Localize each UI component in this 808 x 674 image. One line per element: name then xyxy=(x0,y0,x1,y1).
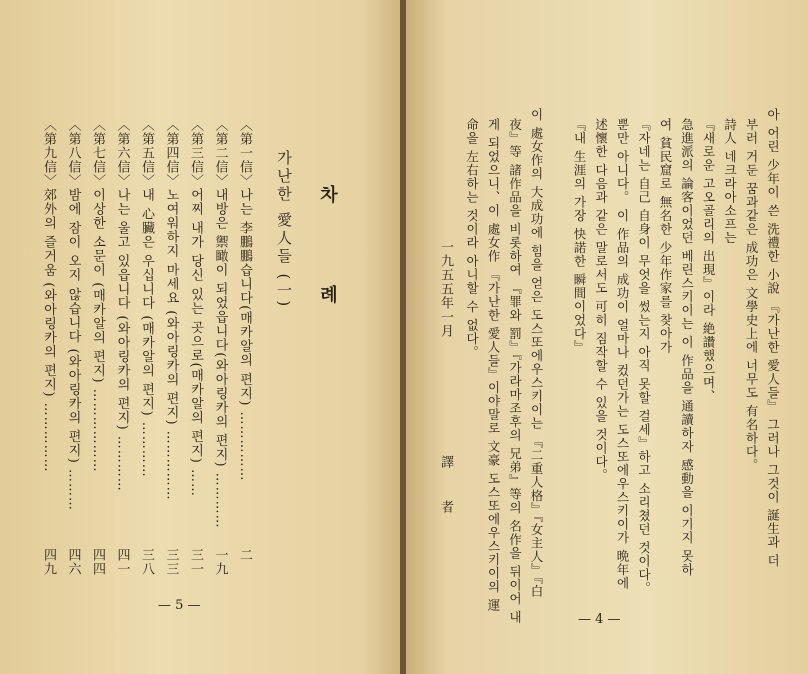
preface-line: 부러 거둔 꿈과같은 成功은 文學史上에 너무도 有名하다。 xyxy=(744,118,759,472)
contents-entry-title: 내 心臟은 우십니다 (매카알의 편지) ………… xyxy=(139,188,154,478)
contents-entry-label: 〈第一信〉 xyxy=(237,118,252,188)
contents-entry-page: 二 xyxy=(237,548,252,562)
contents-entry-title: 노여워하지 마세요 (와아링카의 편지) …………… xyxy=(163,188,179,501)
contents-entry-page: 四六 xyxy=(65,548,81,576)
contents-entry-title: 郊外의 즐거움 (와아링카의 편지) …………… xyxy=(41,188,56,473)
book-title: 가난한 愛人들 (一) xyxy=(275,150,293,310)
contents-entry-page: 三三 xyxy=(163,548,179,576)
preface-line: 이 處女作의 大成功에 힘을 얻은 도스또에우스키이는 『二重人格』『女主人』『白 xyxy=(529,108,544,598)
contents-entry-title: 내방은 禦瞰이 되었읍니다(와아링카의 편지) ………… xyxy=(212,188,228,529)
contents-entry-label: 〈第五信〉 xyxy=(139,118,154,188)
preface-line: 게 되었으니、이 處女作 『가난한 愛人들』이야말로 文豪 도스또에우스키이의 運 xyxy=(486,118,501,612)
contents-heading: 차 례 xyxy=(317,185,338,342)
contents-entry-label: 〈第四信〉 xyxy=(163,118,179,188)
contents-entry-page: 四一 xyxy=(114,548,130,576)
contents-entry-title: 이상한 소문이 (매카알의 편지) ……………… xyxy=(90,188,105,473)
contents-entry-title: 어찌 내가 당신 있는 곳으로(매카알의 편지) …… xyxy=(188,188,203,497)
preface-line: 아 어린 少年이 쓴 洗禮한 小說 『가난한 愛人들』 그러나 그것이 誕生과 더 xyxy=(765,108,781,568)
contents-entry-label: 〈第七信〉 xyxy=(90,118,105,188)
preface-line: 命을 左右하는 것이라 아니할 수 없다。 xyxy=(464,118,480,359)
preface-page xyxy=(406,0,808,674)
preface-line: 述懷한 다음과 같은 말로서도 可히 짐작할 수 있을 것이다。 xyxy=(593,118,609,482)
contents-entry-label: 〈第八信〉 xyxy=(65,118,81,188)
contents-entry-title: 나는 울고 있읍니다 (와아링카의 편지) ………… xyxy=(114,188,130,492)
preface-line: 여 貧民窟로 無名한 少年作家를 찾아가 xyxy=(658,118,673,354)
contents-entry-page: 三八 xyxy=(139,548,154,576)
contents-entry-label: 〈第二信〉 xyxy=(212,118,228,188)
preface-line: 夜』等 諸作品을 비롯하여 『罪와 罰』『가라마조후의 兄弟』等의 名作을 뒤이어 내 xyxy=(507,118,523,625)
translator-credit: 譯 者 xyxy=(438,455,453,528)
contents-entry-page: 四九 xyxy=(41,548,56,576)
page-number-left: — 5 — xyxy=(158,598,201,613)
contents-entry-label: 〈第六信〉 xyxy=(114,118,130,188)
contents-entry-page: 三一 xyxy=(188,548,203,576)
preface-date: 一九五五年一月 xyxy=(438,240,453,338)
page-number-right: — 4 — xyxy=(578,612,621,627)
contents-page xyxy=(0,0,402,674)
contents-entry-label: 〈第九信〉 xyxy=(41,118,56,188)
contents-entry-title: 밤에 잠이 오지 않습니다 (와아링카의 편지) ……… xyxy=(65,188,81,511)
preface-line: 뿐만 아니다。 이 作品의 成功이 얼마나 컸던가는 도스또에우스키이가 晩年에 xyxy=(615,118,630,590)
preface-line: 『새로운 고오골리의 出現』이라 絶讚했으며、 xyxy=(701,118,716,403)
contents-entry-page: 四四 xyxy=(90,548,105,576)
preface-line: 急進派의 論客이었던 베린스키이는 이 作品을 通讀하자 感動을 이기지 못하 xyxy=(679,118,695,577)
preface-line: 『자네는 自己 自身이 무엇을 썼는지 아직 못할 걸세』하고 소리쳤던 것이다。 xyxy=(636,118,652,595)
preface-line: 詩人 네크라아소프는 xyxy=(722,118,738,245)
contents-entry-title: 나는 李鵬鵬습니다(매카알의 편지) …………… xyxy=(237,188,252,482)
contents-entry-page: 一九 xyxy=(212,548,228,576)
contents-entry-label: 〈第三信〉 xyxy=(188,118,203,188)
preface-line: 『내 生涯의 가장 快諾한 瞬間이었다』 xyxy=(572,118,587,354)
